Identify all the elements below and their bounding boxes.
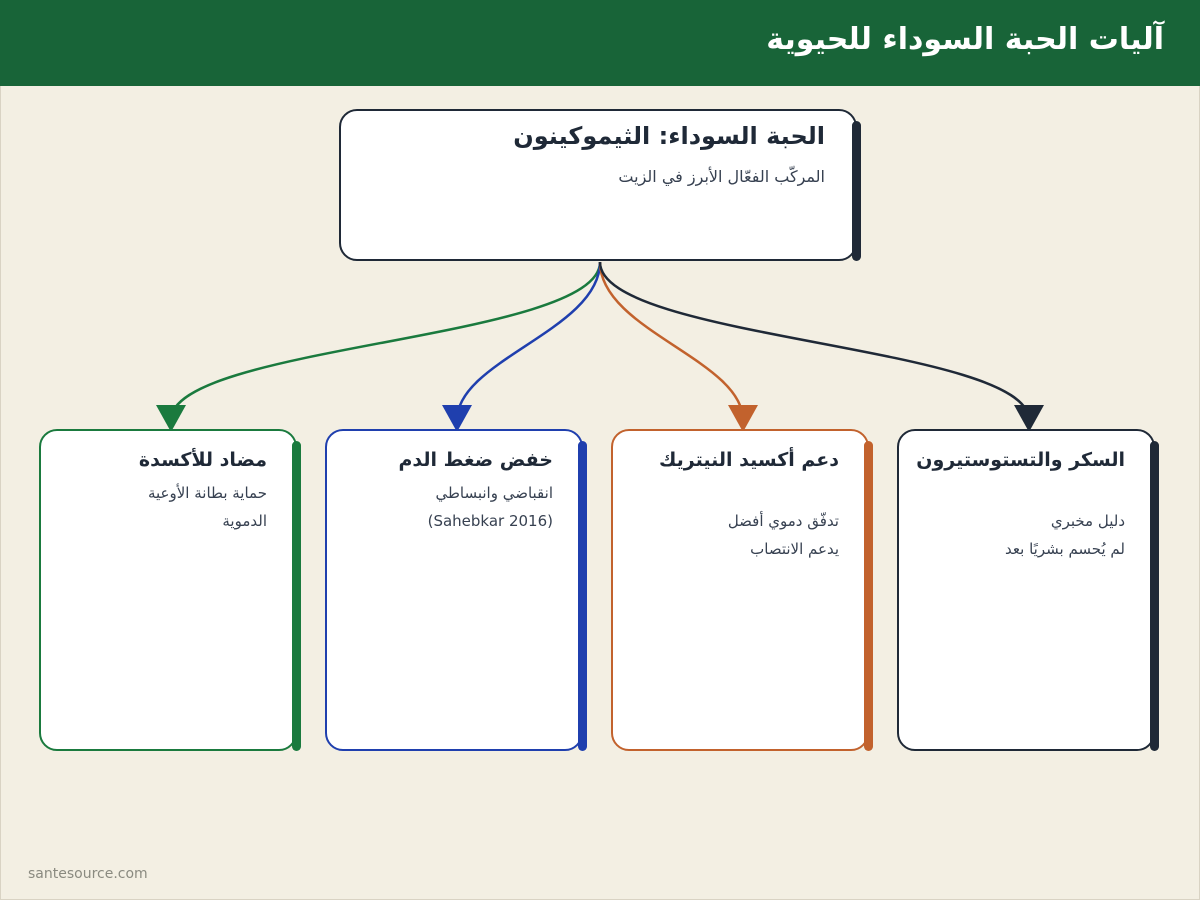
root-card-accent-bar [852, 121, 861, 261]
mechanism-line: حماية بطانة الأوعية [147, 484, 267, 502]
root-card-title: الحبة السوداء: الثيموكينون [513, 122, 825, 150]
arrowhead-nitric-oxide [728, 405, 758, 432]
mechanism-card-blood-pressure [325, 429, 583, 751]
mechanism-title: خفض ضغط الدم [398, 449, 553, 471]
mechanism-title: السكر والتستوستيرون [916, 449, 1125, 471]
mechanism-title: مضاد للأكسدة [138, 449, 267, 471]
connector-sugar-testosterone [600, 262, 1029, 420]
mechanism-title: دعم أكسيد النيتريك [658, 449, 839, 471]
mechanism-card-nitric-oxide [611, 429, 869, 751]
mechanism-line: (Sahebkar 2016) [427, 512, 553, 530]
arrowhead-antioxidant [156, 405, 186, 432]
mechanism-line: لم يُحسم بشريًا بعد [1005, 540, 1125, 558]
arrowhead-sugar-testosterone [1014, 405, 1044, 432]
card-accent-bar [1150, 441, 1159, 751]
root-card [339, 109, 857, 261]
connector-nitric-oxide [600, 262, 743, 420]
mechanism-card-sugar-testosterone [897, 429, 1155, 751]
mechanism-line: دليل مخبري [1050, 512, 1125, 530]
connector-blood-pressure [457, 262, 600, 420]
mechanism-card-antioxidant [39, 429, 297, 751]
page-title: آليات الحبة السوداء للحيوية [766, 22, 1164, 57]
arrowhead-blood-pressure [442, 405, 472, 432]
mechanism-line: يدعم الانتصاب [750, 540, 839, 558]
card-accent-bar [864, 441, 873, 751]
card-accent-bar [292, 441, 301, 751]
mechanism-line: تدفّق دموي أفضل [727, 512, 839, 530]
mechanism-line: الدموية [222, 512, 267, 530]
root-card-subtitle: المركّب الفعّال الأبرز في الزيت [618, 167, 825, 186]
source-credit: santesource.com [28, 866, 148, 882]
connector-antioxidant [171, 262, 600, 420]
mechanism-line: انقباضي وانبساطي [435, 484, 553, 502]
card-accent-bar [578, 441, 587, 751]
